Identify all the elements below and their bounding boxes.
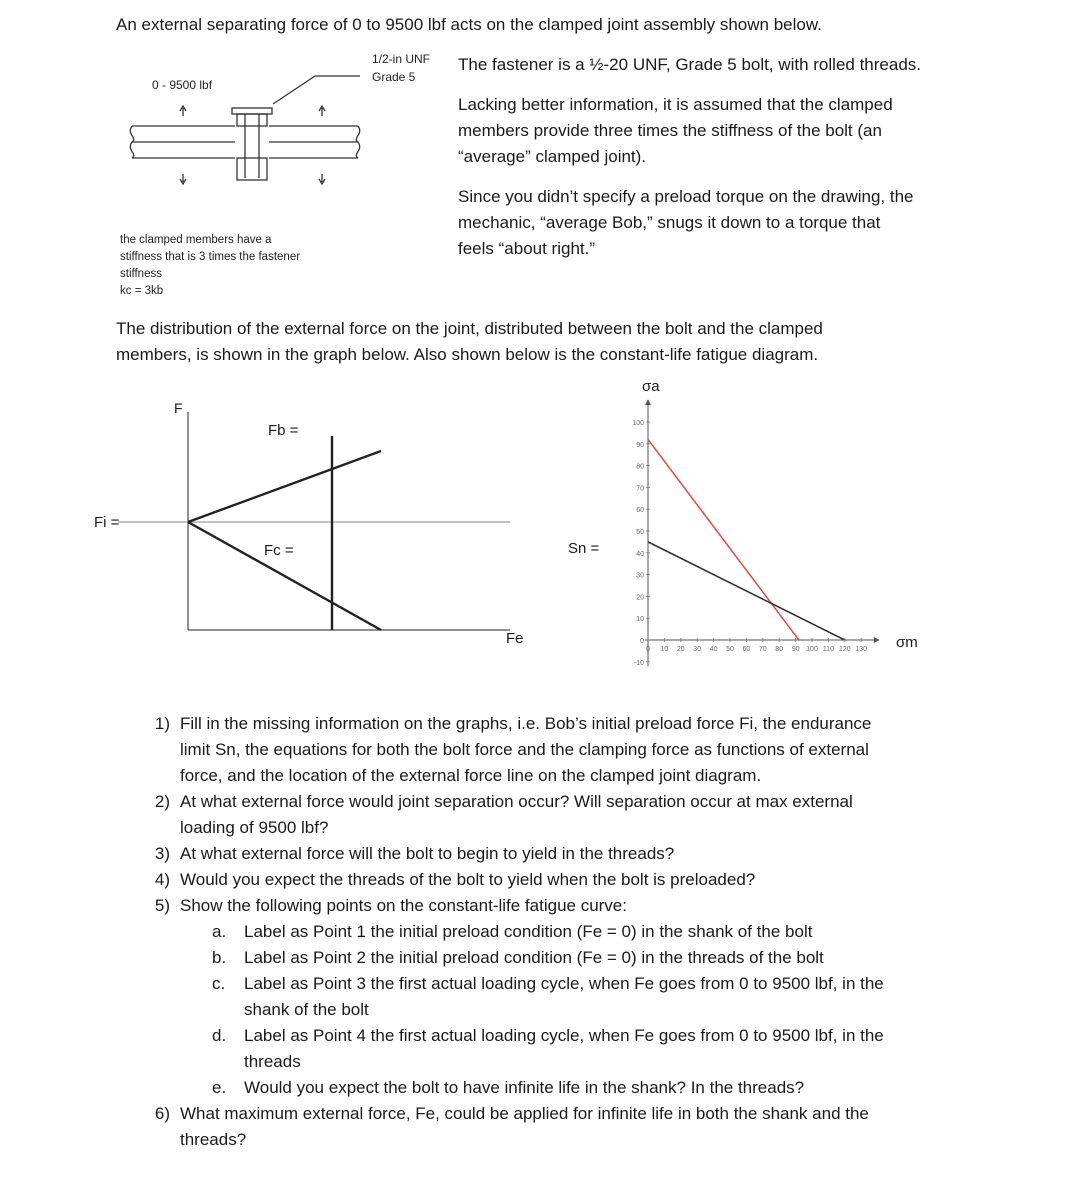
force-range-label: 0 - 9500 lbf — [152, 78, 213, 92]
fastener-description: The fastener is a ½-20 UNF, Grade 5 bolt, with rolled threads. — [458, 55, 922, 74]
subquestion-line: Label as Point 4 the first actual loading cycle, when Fe goes from 0 to 9500 lbf, in the — [244, 1026, 884, 1045]
x-tick-label: 110 — [822, 646, 834, 653]
stiffness-note-1: the clamped members have a — [120, 234, 272, 246]
intro-text: An external separating force of 0 to 9500 lbf acts on the clamped joint assembly shown below. — [116, 15, 822, 34]
y-tick-label: 70 — [636, 485, 644, 493]
subquestion-item — [138, 971, 938, 1023]
joint-force-plot — [90, 398, 530, 658]
y-tick-label: 90 — [636, 441, 644, 449]
bolt-grade-label: Grade 5 — [372, 70, 416, 84]
subquestion-line: shank of the bolt — [244, 1000, 369, 1019]
distribution-text-2: members, is shown in the graph below. Also shown below is the constant-life fatigue diagram. — [116, 345, 819, 364]
stiffness-note-2: stiffness that is 3 times the fastener — [120, 251, 301, 263]
y-tick-label: -10 — [633, 659, 644, 667]
y-tick-label: 40 — [636, 550, 644, 558]
x-tick-label: 10 — [660, 646, 669, 653]
question-number: 3) — [154, 844, 170, 863]
y-tick-label: 80 — [636, 463, 644, 471]
question-line: At what external force will the bolt to begin to yield in the threads? — [180, 844, 675, 863]
question-line: limit Sn, the equations for both the bolt force and the clamping force as functions of external — [180, 740, 869, 759]
x-tick-label: 80 — [775, 646, 784, 653]
stiffness-note-3: stiffness — [120, 268, 162, 280]
preload-paragraph-3: feels “about right.” — [458, 239, 596, 258]
question-item — [138, 867, 938, 893]
subquestion-letter: d. — [212, 1026, 227, 1045]
y-tick-label: 100 — [632, 420, 644, 427]
sigma-a-label: σa — [642, 378, 660, 395]
joint-force-diagram — [90, 398, 530, 658]
stiffness-equation: kc = 3kb — [120, 285, 164, 297]
fe-label: Fe — [506, 630, 524, 647]
x-tick-label: 100 — [806, 646, 818, 653]
stiffness-paragraph-2: members provide three times the stiffness of the bolt (an — [458, 121, 882, 140]
sn-label: Sn = — [568, 540, 600, 557]
y-tick-label: 50 — [636, 529, 644, 536]
x-tick-label: 0 — [646, 646, 650, 653]
question-line: threads? — [180, 1130, 247, 1149]
yield-line — [648, 439, 799, 640]
x-tick-label: 50 — [726, 646, 734, 653]
question-number: 5) — [154, 896, 170, 915]
x-tick-label: 20 — [676, 646, 685, 653]
fc-label: Fc = — [264, 542, 294, 559]
subquestion-item — [138, 1023, 938, 1075]
preload-paragraph-1: Since you didn’t specify a preload torque on the drawing, the — [458, 187, 914, 206]
subquestion-item — [138, 1075, 938, 1101]
fatigue-diagram — [560, 378, 920, 678]
subquestion-line: Label as Point 1 the initial preload condition (Fe = 0) in the shank of the bolt — [244, 922, 813, 941]
question-line: force, and the location of the external force line on the clamped joint diagram. — [180, 766, 762, 785]
questions-container — [138, 711, 938, 1153]
question-line: What maximum external force, Fe, could be applied for infinite life in both the shank and the — [180, 1104, 869, 1123]
x-tick-label: 40 — [709, 646, 718, 653]
question-item — [138, 893, 938, 919]
question-line: loading of 9500 lbf? — [180, 818, 329, 837]
subquestion-line: Would you expect the bolt to have infinite life in the shank? In the threads? — [244, 1078, 805, 1097]
question-item — [138, 841, 938, 867]
y-tick-label: 60 — [636, 507, 644, 515]
f-axis-label: F — [174, 400, 183, 416]
x-tick-label: 90 — [791, 646, 800, 653]
x-axis-arrow — [874, 637, 880, 643]
sigma-m-label: σm — [896, 634, 918, 651]
bolt-force-line — [188, 451, 381, 522]
stiffness-paragraph-3: “average” clamped joint). — [458, 147, 647, 166]
subquestion-line: Label as Point 2 the initial preload condition (Fe = 0) in the threads of the bolt — [244, 948, 824, 967]
question-item — [138, 789, 938, 841]
x-tick-label: 60 — [742, 646, 751, 653]
question-item — [138, 711, 938, 789]
y-tick-label: 10 — [636, 616, 644, 624]
question-number: 4) — [154, 870, 170, 889]
question-line: Show the following points on the constant-life fatigue curve: — [180, 896, 627, 915]
bolt-spec-label: 1/2-in UNF — [372, 52, 431, 66]
question-item — [138, 1101, 938, 1153]
question-number: 2) — [154, 792, 170, 811]
question-line: Would you expect the threads of the bolt to yield when the bolt is preloaded? — [180, 870, 756, 889]
fi-label: Fi = — [94, 514, 120, 531]
goodman-line — [648, 542, 845, 640]
subquestion-line: Label as Point 3 the first actual loading cycle, when Fe goes from 0 to 9500 lbf, in the — [244, 974, 884, 993]
x-tick-label: 30 — [693, 646, 702, 653]
subquestion-letter: e. — [212, 1078, 227, 1097]
question-line: At what external force would joint separation occur? Will separation occur at max external — [180, 792, 853, 811]
subquestion-item — [138, 919, 938, 945]
preload-paragraph-2: mechanic, “average Bob,” snugs it down to a torque that — [458, 213, 881, 232]
fatigue-chart — [560, 378, 920, 678]
subquestion-item — [138, 945, 938, 971]
question-list — [138, 711, 938, 1153]
x-tick-label: 130 — [855, 646, 868, 653]
x-tick-label: 70 — [758, 646, 767, 653]
question-number: 6) — [154, 1104, 170, 1123]
question-line: Fill in the missing information on the graphs, i.e. Bob’s initial preload force Fi, the endurance — [180, 714, 872, 733]
y-tick-label: 0 — [640, 638, 644, 645]
y-tick-label: 20 — [636, 594, 644, 602]
question-number: 1) — [154, 714, 170, 733]
subquestion-letter: a. — [212, 922, 227, 941]
distribution-text-1: The distribution of the external force on the joint, distributed between the bolt and the clamped — [116, 319, 823, 338]
y-tick-label: 30 — [636, 572, 644, 580]
subquestion-letter: b. — [212, 948, 227, 967]
clamp-force-line — [188, 522, 381, 630]
fb-label: Fb = — [268, 422, 299, 439]
x-tick-label: 120 — [838, 646, 851, 653]
subquestion-letter: c. — [212, 974, 226, 993]
stiffness-paragraph-1: Lacking better information, it is assumed that the clamped — [458, 95, 893, 114]
subquestion-line: threads — [244, 1052, 301, 1071]
y-axis-arrow — [645, 399, 651, 405]
clamped-joint-diagram — [110, 48, 450, 298]
